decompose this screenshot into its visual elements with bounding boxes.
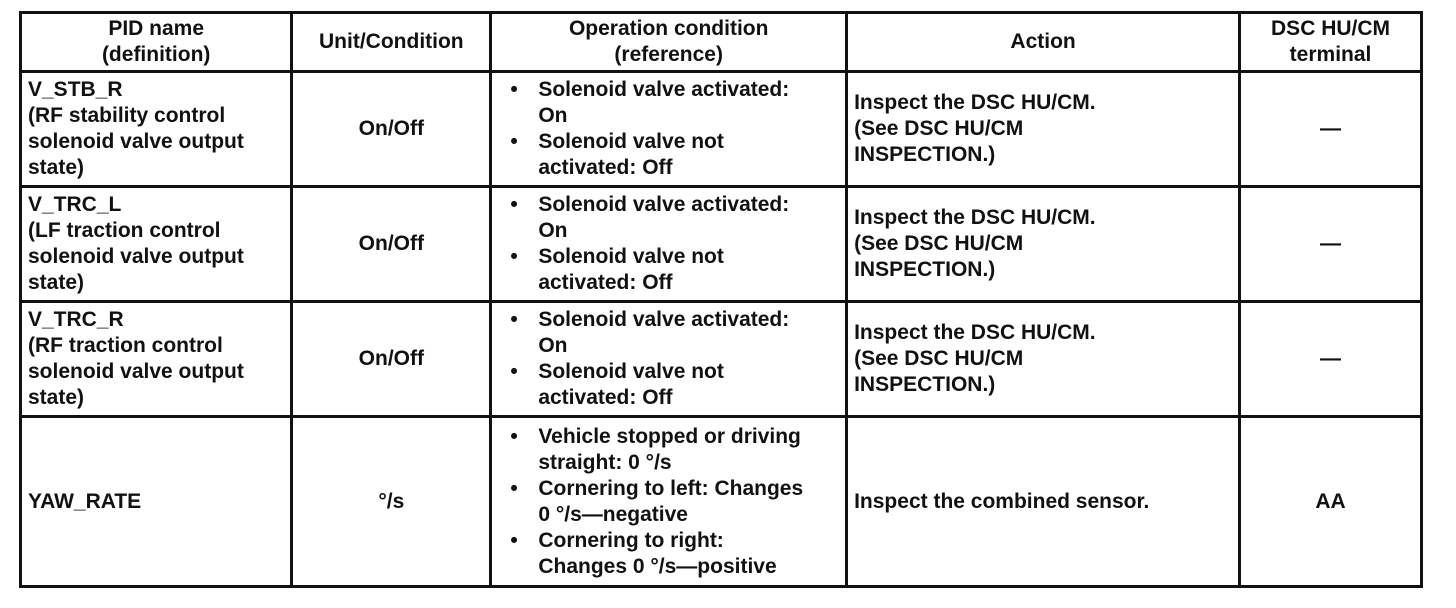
operation-text: On <box>538 219 568 242</box>
operation-bold-text: 0 °/s <box>628 450 672 474</box>
operation-plain-text: Changes <box>538 554 633 578</box>
operation-cell <box>491 417 847 587</box>
bullet-icon: • <box>510 130 518 153</box>
pid-definition-line: state) <box>28 156 85 179</box>
terminal-cell <box>1240 187 1422 302</box>
bullet-icon: • <box>510 78 518 101</box>
pid-definition-line: (LF traction control <box>28 219 221 242</box>
operation-list <box>498 77 839 181</box>
table-row-yaw-rate <box>21 417 1422 587</box>
unit-cell <box>292 187 491 302</box>
pid-cell <box>21 187 292 302</box>
pid-definition-line: (RF stability control <box>28 104 226 127</box>
unit-value: °/s <box>378 489 405 513</box>
operation-text: Solenoid valve not <box>538 360 724 383</box>
operation-list <box>498 424 839 580</box>
operation-text: On <box>538 104 568 127</box>
header-pid-line1: PID name <box>108 17 205 40</box>
table-row <box>21 72 1422 187</box>
operation-text: On <box>538 334 568 357</box>
header-terminal-line1: DSC HU/CM <box>1271 17 1391 40</box>
header-terminal <box>1240 13 1422 72</box>
operation-cell <box>491 187 847 302</box>
operation-item <box>498 129 839 181</box>
operation-text: Solenoid valve activated: <box>538 78 790 101</box>
terminal-value: AA <box>1315 489 1346 513</box>
header-pid <box>21 13 292 72</box>
operation-text: activated: Off <box>538 271 673 294</box>
unit-cell <box>292 417 491 587</box>
unit-cell <box>292 72 491 187</box>
unit-cell <box>292 302 491 417</box>
bullet-icon: • <box>510 245 518 268</box>
pid-definition-line: solenoid valve output <box>28 245 244 268</box>
table-row <box>21 187 1422 302</box>
terminal-cell <box>1240 72 1422 187</box>
pid-definition-line: solenoid valve output <box>28 360 244 383</box>
operation-text: activated: Off <box>538 386 673 409</box>
pid-cell <box>21 417 292 587</box>
operation-bold-text: 0 °/s—negative <box>538 502 688 526</box>
pid-name: YAW_RATE <box>28 489 142 513</box>
action-text: (See DSC HU/CM <box>854 347 1024 370</box>
header-action <box>847 13 1240 72</box>
unit-value: On/Off <box>358 347 424 370</box>
operation-text: Vehicle stopped or driving <box>538 424 801 448</box>
action-text: (See DSC HU/CM <box>854 232 1024 255</box>
header-unit <box>292 13 491 72</box>
pid-cell <box>21 72 292 187</box>
operation-text: activated: Off <box>538 156 673 179</box>
operation-cell <box>491 72 847 187</box>
pid-definition-line: state) <box>28 386 85 409</box>
terminal-value: — <box>1320 117 1342 140</box>
pid-name: V_TRC_L <box>28 193 122 216</box>
pid-definition-line: state) <box>28 271 85 294</box>
header-operation-line2: (reference) <box>614 43 723 66</box>
unit-value: On/Off <box>358 232 424 255</box>
terminal-cell <box>1240 417 1422 587</box>
operation-text: Solenoid valve not <box>538 245 724 268</box>
pid-table <box>19 11 1423 588</box>
operation-text: Cornering to right: <box>538 528 724 552</box>
action-cell <box>847 72 1240 187</box>
table-row <box>21 302 1422 417</box>
terminal-cell <box>1240 302 1422 417</box>
operation-item <box>498 307 839 359</box>
operation-text: Solenoid valve not <box>538 130 724 153</box>
header-unit-label: Unit/Condition <box>319 30 464 53</box>
operation-item <box>498 528 839 580</box>
header-operation-line1: Operation condition <box>568 17 769 40</box>
operation-plain-text: straight: <box>538 450 629 474</box>
action-cell <box>847 187 1240 302</box>
operation-item <box>498 192 839 244</box>
action-text: Inspect the DSC HU/CM. <box>854 206 1096 229</box>
unit-value: On/Off <box>358 117 424 140</box>
operation-cell <box>491 302 847 417</box>
operation-text <box>538 450 839 476</box>
operation-list <box>498 307 839 411</box>
bullet-icon: • <box>510 424 518 448</box>
bullet-icon: • <box>510 360 518 383</box>
terminal-value: — <box>1320 347 1342 370</box>
header-terminal-line2: terminal <box>1289 43 1372 66</box>
pid-definition-line: (RF traction control <box>28 334 223 357</box>
action-cell <box>847 302 1240 417</box>
bullet-icon: • <box>510 193 518 216</box>
operation-text <box>538 554 839 580</box>
operation-item <box>498 424 839 476</box>
header-pid-line2: (definition) <box>101 43 211 66</box>
action-text: (See DSC HU/CM <box>854 117 1024 140</box>
header-row <box>21 13 1422 72</box>
pid-name: V_STB_R <box>28 78 123 101</box>
operation-text: Cornering to left: Changes <box>538 476 804 500</box>
action-text: Inspect the combined sensor. <box>854 489 1150 513</box>
header-action-label: Action <box>1010 30 1076 53</box>
operation-item <box>498 244 839 296</box>
header-operation <box>491 13 847 72</box>
operation-item <box>498 476 839 528</box>
bullet-icon: • <box>510 476 518 500</box>
action-cell <box>847 417 1240 587</box>
operation-text: Solenoid valve activated: <box>538 308 790 331</box>
pid-name: V_TRC_R <box>28 308 124 331</box>
action-text: INSPECTION.) <box>854 373 996 396</box>
operation-bold-text: 0 °/s—positive <box>632 554 777 578</box>
operation-list <box>498 192 839 296</box>
bullet-icon: • <box>510 528 518 552</box>
action-text: Inspect the DSC HU/CM. <box>854 321 1096 344</box>
action-text: INSPECTION.) <box>854 143 996 166</box>
pid-cell <box>21 302 292 417</box>
operation-item <box>498 77 839 129</box>
pid-definition-line: solenoid valve output <box>28 130 244 153</box>
action-text: INSPECTION.) <box>854 258 996 281</box>
terminal-value: — <box>1320 232 1342 255</box>
operation-text: Solenoid valve activated: <box>538 193 790 216</box>
operation-item <box>498 359 839 411</box>
action-text: Inspect the DSC HU/CM. <box>854 91 1096 114</box>
bullet-icon: • <box>510 308 518 331</box>
